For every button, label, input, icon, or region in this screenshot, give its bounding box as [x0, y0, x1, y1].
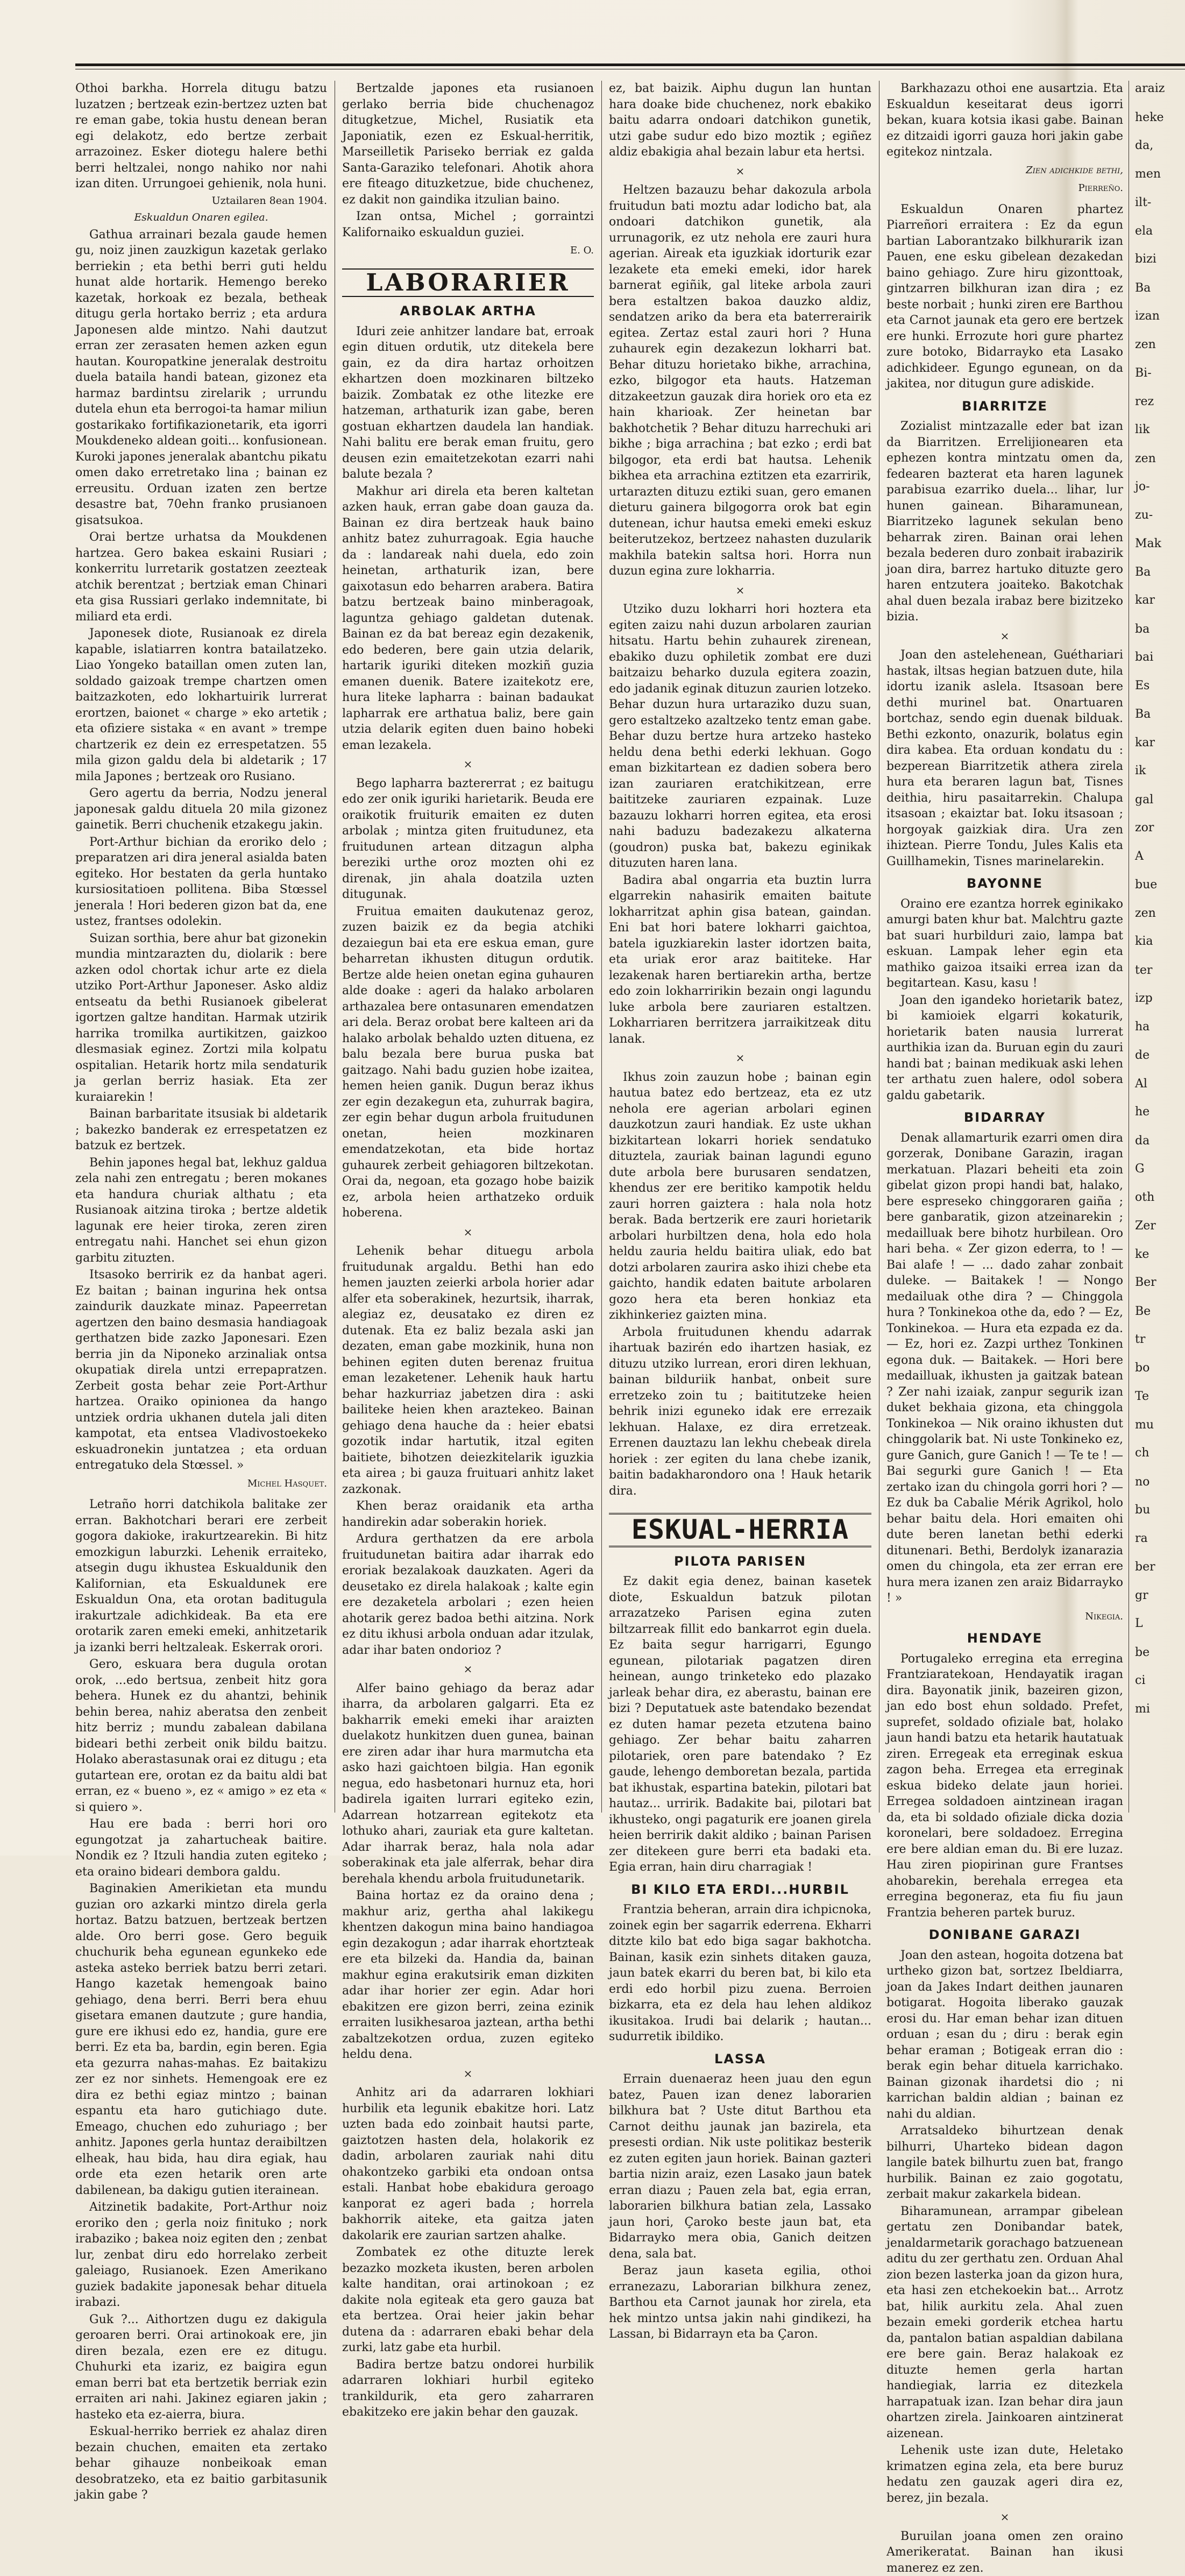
- cutoff-line-fragment: ci: [1135, 1673, 1185, 1689]
- cutoff-line-fragment: Es: [1135, 678, 1185, 694]
- cutoff-line-fragment: Zer: [1135, 1218, 1185, 1234]
- separator: ×: [886, 2509, 1123, 2525]
- separator: ×: [342, 1661, 594, 1678]
- cutoff-line-fragment: kia: [1135, 933, 1185, 950]
- paragraph: Heltzen bazauzu behar dakozula arbola fruitudun bati moztu adar lodicho bat, ala ondoari datchikon gunetik, ala urrunagorik, ez utz nehola ere zauri hura agerian. Aireak eta iguzkiak idorturik ezar lezakete eta emeki emeki, idor harek barnerat egiñik, gal liteke arbola zauri bera estaltzen bakoa dauzko aldiz, sendatzen ariko da bera eta baterrerairik egitea. Zertaz estal zauri hori ? Huna zuhaurek egin dezakezun lokharri bat. Behar dituzu horietako bikhe, arrachina, ezko, bilgogor eta hauts. Hatzeman ditzakeetzun gauzak dira horiek oro eta ez hain kharioak. Zer heinetan bar bakhotchetik ? Behar dituzu harrechuki ari bikhe ; biga arrachina ; bat ezko ; erdi bat bilgogor, eta erdi bat hautsa. Lehenik bikhea eta arrachina eztitzen eta ezarririk, urtarazten dituzu eztiki suan, gero emanen dieturu gainera bilgogorra orok bat egin dutenean, ichur hautsa emeki emeki eskuz beiterutzekoz, bertzeez nahasten duzularik makhila batekin saltsa hori. Horra nun duzun egina zure lokharria.: [609, 182, 871, 579]
- paragraph: Orai bertze urhatsa da Moukdenen hartzea. Gero bakea eskaini Rusiari ; konkerritu lurretarik gostatzen zeezteak atchik berentzat ; bertziak eman Chinari eta gisa Russiari gerlako indemnitate, bi miliard eta erdi.: [75, 529, 327, 625]
- cutoff-line-fragment: bu: [1135, 1502, 1185, 1518]
- paragraph: Gero, eskuara bera dugula orotan orok, ...edo bertsua, zenbeit hitz gora behera. Hunek ez du ahantzi, behinik behin berea, nahiz aberatsa den zenbeit hitz berriz ; mundu zabalean dabilana bideari bethi zerbeit onik bildu baitzu. Holako aberastasunak orai ez ditugu ; eta gutartean ere, orotan ez da baitu aldi bat erran, ez « bueno », ez « amigo » ez eta « si quiero ».: [75, 1657, 327, 1815]
- cutoff-line-fragment: zu-: [1135, 507, 1185, 523]
- cutoff-line-fragment: zor: [1135, 820, 1185, 836]
- cutoff-line-fragment: gal: [1135, 792, 1185, 808]
- article-heading: BIDARRAY: [886, 1110, 1123, 1126]
- paragraph: Othoi barkha. Horrela ditugu batzu luzatzen ; bertzeak ezin-bertzez uzten bat re eman gabe, tokia hustu denean beran egi delakotz, edo bertze zerbait arrazoinez. Esker diotegu halere bethi berri heltzalei, nongo nahiko nor nahi izan diten. Urrungoei gehienik, nola huni.: [75, 81, 327, 192]
- paragraph: Denak allamarturik ezarri omen dira gorzerak, Donibane Garazin, iragan merkatuan. Plazari beheiti eta zoin gibelat gizon propi handi bat, halako, bere espreseko chinggoraren gaiña ; bere ganbaratik, gizon atzeinarekin ; medailluak bere bihotz hurbilean. Oro hari beha. « Zer gizon ederra, to ! — Bai alafe ! — ... dado zahar zonbait duleke. — Baitakek ! — Nongo medailuak othe dira ? — Chinggola hura ? Tonkinekoa othe da, edo ? — Ez, Tonkinekoa. — Hura eta ezpada ez da. — Ez, hori ez. Zazpi urthez Tonkinen egona duk. — Baitakek. — Hori bere medailluak, ikhusten ja gaitzak batean ? Zer nahi izaiak, zanpur segurik izan duket bekhaia gizona, eta chinggola Tonkinekoa — Nik oraino ikhusten dut chinggolarik bat. Ni uste Tonkineko ez, gure Ganich, gure Ganich ! — Te te ! — Bai segurki gure Ganich ! — Eta zertako izan du chingola gorri hori ? — Ez duk ba Cabalie Mérik Agrikol, holo behar baitu dela. Hori emaiten ohi dute beren lanetan bethi ederki ditunenari. Bethi, Berdolyk izanarazia omen du chingola, eta zer erran ere hura mera izanen zen araiz Bidarrayko ! »: [886, 1130, 1123, 1607]
- cutoff-line-fragment: bue: [1135, 877, 1185, 893]
- paragraph: Joan den igandeko horietarik batez, bi kamioiek elgarri kokaturik, horietarik baten nausia lurrerat aurthikia izan da. Buruan egin du zauri handi bat ; bainan medikuak aski lehen ter arthatu zuen halere, odol sobera galdu gabetarik.: [886, 993, 1123, 1104]
- paragraph: Ardura gerthatzen da ere arbola fruitudunetan baitira adar iharrak edo eroriak bezalakoak dauzkaten. Ageri da deusetako ez direla halakoak ; kalte egin ere dezaketela arbolari ; ezen heien ahotarik gerez badoa bethi aitzina. Nork ez ditu ikhusi arbola onduan adar itzulak, adar ihar baten ondorioz ?: [342, 1531, 594, 1658]
- cutoff-line-fragment: bai: [1135, 649, 1185, 666]
- cutoff-line-fragment: he: [1135, 1104, 1185, 1120]
- paragraph: Zombatek ez othe dituzte lerek bezazko mozketa ikusten, beren arbolen kalte handitan, orai artinokoan ; ez dakite nola egiteak eta gero gauza bat eta bertzea. Orai heier jakin behar dutena da : adarraren ebaki behar dela zurki, latz gabe eta hurbil.: [342, 2245, 594, 2356]
- cutoff-line-fragment: jo-: [1135, 479, 1185, 495]
- paragraph: Aitzinetik badakite, Port-Arthur noiz eroriko den ; gerla noiz finituko ; nork irabaziko ; bakea noiz egiten den ; zenbat lur, zenbat diru edo horrelako zerbeit galeiago, Rusianoek. Ezen Amerikano guziek badakite japonesak behar dituela irabazi.: [75, 2199, 327, 2311]
- cutoff-line-fragment: Mak: [1135, 536, 1185, 552]
- paragraph: Khen beraz oraidanik eta artha handirekin adar soberakin horiek.: [342, 1498, 594, 1530]
- cutoff-line-fragment: Ba: [1135, 564, 1185, 581]
- cutoff-line-fragment: zen: [1135, 905, 1185, 922]
- paragraph: Japonesek diote, Rusianoak ez direla kapable, islatiarren kontra batailatzeko. Liao Yongeko bataillan omen zuten lan, soldado gaizoak trempe chartzen omen baitzazkoten, edo lokhartuirik lurrerat erortzen, baionet « charge » eko artetik ; eta ofiziere sistaka « en avant » trempe chartzerik ez dein ez errespetatzen. 55 mila gizon galdu dela bi aldetarik ; 17 mila Japones ; bertzeak oro Rusiano.: [75, 626, 327, 784]
- paragraph: Port-Arthur bichian da eroriko delo ; preparatzen ari dira jeneral asialda baten egiteko. Hor bestaten da gerla huntako kursiositatioen pollitena. Biba Stœssel jenerala ! Hori bederen gizon bat da, ene ustez, frantses odolekin.: [75, 834, 327, 930]
- paragraph: Iduri zeie anhitzer landare bat, erroak egin dituen ordutik, utz ditekela bere gain, ez da dira hartaz orhoitzen ekhartzen doen mozkinaren biltzeko baizik. Zombatak ez othe litezke ere hatzeman, arthaturik izan gabe, beren gostuan ekhartzen daudela lan handiak. Nahi balitu ere berak eman fruitu, gero deusen ezin emaitetzekotan ezarri nahi balute bezala ?: [342, 324, 594, 483]
- paragraph: Anhitz ari da adarraren lokhiari hurbilik eta legunik ebakitze hori. Latz uzten bada edo zoinbait hautsi parte, gaiztotzen hasten dela, holakorik ez dadin, arbolaren zauriak nahi ditu ohakontzeko garbiki eta ondoan ontsa estali. Hanbat hobe ebakidura geroago kanporat ez ageri bada ; horrela bakhorrik aiteke, eta gaitza jaten dakolarik ere zaurian sartzen ahalke.: [342, 2085, 594, 2244]
- cutoff-line-fragment: araiz: [1135, 81, 1185, 97]
- cutoff-line-fragment: ke: [1135, 1247, 1185, 1263]
- cutoff-line-fragment: ter: [1135, 963, 1185, 979]
- article-heading: HENDAYE: [886, 1631, 1123, 1647]
- separator: ×: [609, 583, 871, 599]
- cutoff-line-fragment: ra: [1135, 1531, 1185, 1547]
- paragraph: Eskualdun Onaren phartez Piarreñori erraitera : Ez da egun bartian Laborantzako bilkhurarik izan Pauen, ene esku gibelean dezakedan baino gehiago. Zure hiru gizonttoak, gintzarren bilkhuran izan dira ; ez beste norbait ; hunki ziren ere Barthou eta Carnot jaunak eta gero ere bertzek ere hunki. Errozute hori gure phartez zure botoko, Bidarrayko eta Lasako adichkideer. Egungo egunean, on da jakitea, nor ditugun gure adiskide.: [886, 202, 1123, 392]
- article-heading: LASSA: [609, 2051, 871, 2068]
- separator: ×: [342, 756, 594, 773]
- paragraph: Portugaleko erregina eta erregina Frantziaratekoan, Hendayatik iragan dira. Bayonatik jinik, bazeiren gizon, jan edo bost ehun soldado. Prefet, suprefet, soldado ofiziale bat, holako jaun handi batzu eta hetarik hautatuak ziren. Erregeak eta erreginak eskua zagon beha. Erregea eta erreginak eskua bideko delate jaun horiei. Erregea soldadoen aintzinean iragan da, eta bi soldado ofiziale dicka dozia koronelari, bere soldadoez. Erregina ere bere aldian eman du. Bi ere luzaz. Hau ziren piopirinan gure Frantses ahobarekin, berehala erregea eta erregina begoneraz, eta fiu fiu jaun Frantzia beheren partek buruz.: [886, 1651, 1123, 1921]
- paragraph: Ez dakit egia denez, bainan kasetek diote, Eskualdun batzuk pilotan arrazatzeko Parisen egina zuten biltzarreak fillit edo bankarrot egin duela. Ez baita segur harrigarri, Egungo egunean, pilotariak pagatzen diren heinean, aungo trinketeko edo plazako jarleak behar dira, ez aberastu, bainan ere bizi ? Deputatuek aste batendako bezendat ez duten hamar pezeta etzutena baino gehiago. Zer behar baitu zaharren pilotariek, oren pare batendako ? Ez gaude, lehengo demboretan bezala, partida bat ikhustak, espartina batekin, pilotari bat hautaz... urririk. Badakite bai, pilotari bat ikhusteko, ongi pagaturik ere joanen girela heien berririk dakit aldiko ; bainan Parisen zer ditekeen gure berri eta badaki eta. Egia erran, hain diru charragiak !: [609, 1574, 871, 1876]
- paragraph: Utziko duzu lokharri hori hoztera eta egiten zaizu nahi duzun arbolaren zaurian hitsatu. Hartu behin zuhaurek zirenean, ebakiko duzu ophiletik zombat ere duzi baitzaizu beharko duzula egitera zoazin, edo jadanik eginak dituzun zaurien lotzeko. Behar duzun hura urtaraziko duzu suan, gero estaltzeko azaltzeko tentz eman gabe. Behar duzu bertze hura artzeko hasteko heldu dena bethi ederki lekhuan. Gogo eman bizkitartean ez dadien sobera bero izan zauriaren eratchikitzean, erre baititzeke zauriaren ezpainak. Luze bazauzu lokharri horren egitea, eta erosi nahi baduzu badezakezu alkaterna (goudron) puska bat, bakezu eginikak dituzuten haren lana.: [609, 601, 871, 872]
- cutoff-line-fragment: Bi-: [1135, 365, 1185, 381]
- cutoff-line-fragment: mi: [1135, 1701, 1185, 1717]
- cutoff-line-fragment: men: [1135, 166, 1185, 182]
- cutoff-line-fragment: ch: [1135, 1445, 1185, 1461]
- paragraph: Makhur ari direla eta beren kaltetan azken hauk, erran gabe doan gauza da. Bainan ez dira bertzeak hauk baino anhitz batez zuhurragoak. Egia hauche da : landareak nahi duela, edo zoin heinetan, arthaturik izan, bere gaixotasun edo beharren arabera. Batira batzu bertzeak baino minberagoak, laguntza gehiago galdetan dutenak. Bainan ez da bat bereaz egin dezakenik, edo bederen, bere gain utzia delarik, hartarik iguriki diteken mozkiñ guzia emanen duenik. Batere izaitekotz ere, hura liteke lapharra : bainan badaukat lapharrak ere arthatua baliz, bere gain utzia delarik egiten duen baino hobeki eman lezakela.: [342, 484, 594, 754]
- cutoff-line-fragment: lik: [1135, 422, 1185, 438]
- cutoff-line-fragment: oth: [1135, 1190, 1185, 1206]
- cutoff-line-fragment: ha: [1135, 1019, 1185, 1035]
- cutoff-line-fragment: Be: [1135, 1304, 1185, 1320]
- paragraph: Barkhazazu othoi ene ausartzia. Eta Eskualdun keseitarat deus igorri bekan, kuara kotsia ikasi gabe. Bainan ez ditzaidi igorri gauza hori jakin gabe egitekoz nintzala.: [886, 81, 1123, 160]
- byline: Eskualdun Onaren egilea.: [75, 210, 327, 226]
- separator: ×: [342, 1225, 594, 1241]
- paragraph: Joan den astean, hogoita dotzena bat urtheko gizon bat, sortzez Ibeldiarra, joan da Jakes Indart deithen jaunaren botigarat. Hogoita liberako gauzak erosi du. Har eman behar izan dituen orduan ; esan du ; diru : berak egin behar eraman ; Botigeak erran dio : berak egin behar dituela karrichako. Bainan gizonak ihardetsi dio ; ni karrichan baldin aldian ; bainan ez nahi du aldian.: [886, 1948, 1123, 2122]
- paragraph: Frantzia beheran, arrain dira ichpicnoka, zoinek egin ber sagarrik ederrena. Ekharri ditzte kilo bat edo biga sagar bakhotcha. Bainan, kasik ezin sinhets ditaken gauza, jaun batek ekarri du beren bat, bi kilo eta erdi edo horbil pizu zuena. Berroien bizkarra, eta ez dela hau lehen aldikoz ikusitakoa. Irudi bai delarik ; hautan... sudurretik ibildiko.: [609, 1902, 871, 2045]
- column-4: [886, 81, 1123, 1823]
- column-5-cutoff: [1135, 81, 1185, 1823]
- cutoff-line-fragment: izan: [1135, 308, 1185, 324]
- paragraph: Badira abal ongarria eta buztin lurra elgarrekin nahasirik emaiten baitute lokharritzat aphin gisa batean, gaindan. Eni bat hori batere lokharri gaichtoa, batela iguzkiarekin laster idortzen baita, eta uriak eror araz baititeke. Har lezakenak haren bertiarekin artha, bertze edo zoin lokharririkin bezain ongi lagundu luke arbola bere zauriaren estaltzen. Lokharriaren berritzera jarraikitzeak ditu lanak.: [609, 873, 871, 1048]
- cutoff-line-fragment: bizi: [1135, 251, 1185, 267]
- signature-name: Pierreño.: [886, 180, 1123, 196]
- column-3: [609, 81, 871, 1823]
- cutoff-line-fragment: zen: [1135, 337, 1185, 353]
- cutoff-line-fragment: Ber: [1135, 1275, 1185, 1291]
- paragraph: Arbola fruitudunen khendu adarrak ihartuak bazirén edo ihartzen hasiak, ez dituzu utziko lurrean, erori diren lekhuan, bainan bilduriik hanbat, onbeit sure erretzeko zoin tu ; baititutzeke heien behrik inizi eguneko idak ere errezaik lekhuan. Halaxe, ez dira erretzeak. Errenen dauztazu lan lekhu chebeak direla horiek : zer egiten du lana chebe izanik, baitin badakharondoro ona ! Hauk hetarik dira.: [609, 1325, 871, 1499]
- signature: Michel Hasquet.: [75, 1476, 327, 1492]
- cutoff-line-fragment: de: [1135, 1048, 1185, 1064]
- paragraph: Gero agertu da berria, Nodzu jeneral japonesak galdu dituela 20 mila gizonez gainetik. Berri chuchenik etzakegu jakin.: [75, 785, 327, 833]
- paragraph: Lehenik uste izan dute, Heletako krimatzen egina zela, eta bere buruz hedatu zen gauzak ageri dira ez, berez, jin bezala.: [886, 2443, 1123, 2506]
- cutoff-line-fragment: G: [1135, 1161, 1185, 1177]
- cutoff-line-fragment: ela: [1135, 223, 1185, 239]
- paragraph: Alfer baino gehiago da beraz adar iharra, da arbolaren galgarri. Eta ez bakharrik emeki emeki ihar araizten duelakotz hunkitzen duen gunea, bainan ere ziren adar ihar hura marmutcha eta asko hazi gaichtoen bilgia. Han egonik negua, edo hasbetonari hurnuz eta, hori badirela igaiten lurrari egiteko ezin, Adarrean hotzarrean egitekotz eta lothuko ahari, zauriak eta gure kaltetan. Adar iharrak beraz, hala nola adar soberakinak eta jale alferrak, behar dira berehala khendu arbola fruitudunetarik.: [342, 1681, 594, 1887]
- article-heading: DONIBANE GARAZI: [886, 1927, 1123, 1943]
- cutoff-line-fragment: Ba: [1135, 280, 1185, 296]
- signature: Zien adichkide bethi,: [886, 162, 1123, 179]
- paragraph: Fruitua emaiten daukutenaz geroz, zuzen baizik ez da begia atchiki dezaiegun bai eta ere eskua eman, gure beharretan ikhusten ditugun ordutik. Bertze alde heien onetan egina guhauren alde doake : ageri da halako arbolaren arthazalea bere ontasunaren emendatzen ari dela. Beraz orobat bere kalteen ari da halako arbolak behaldo uzten dituena, ez balu bezala bere burua puska bat gaitzago. Nahi badu guzien hobe izaitea, hemen heien ganik. Dugun beraz ikhus zer egin dezakegun eta, zuhurrak bagira, zer egin behar dugun arbola fruitudunen onetan, heien mozkinaren emendatzekotan, eta bide hortaz guhaurek zerbeit gehiagoren biltzekotan. Orai da, negoan, eta gozago hobe baizik ez, arbola heien arthatzeko orduik hoberena.: [342, 904, 594, 1221]
- cutoff-line-fragment: da: [1135, 1133, 1185, 1149]
- cutoff-line-fragment: no: [1135, 1474, 1185, 1490]
- cutoff-line-fragment: bo: [1135, 1360, 1185, 1376]
- separator: ×: [342, 2066, 594, 2082]
- cutoff-line-fragment: mu: [1135, 1417, 1185, 1433]
- column-rule: [601, 81, 602, 1813]
- separator: ×: [609, 1050, 871, 1066]
- signature: Nikegia.: [886, 1609, 1123, 1625]
- paragraph: Zozialist mintzazalle eder bat izan da Biarritzen. Errelijionearen eta ephezen kontra mintzatu omen da, fedearen bazterat eta haren lagunek parabisua ezarriko duela... lihar, lur hunen gainean. Biharamunean, Biarritzeko lagunek sekulan beno beharrak ziren. Bainan orai lehen bezala bederen duro zonbait irabazirik joan dira, barrez hartuko dituzte gero haren entzutera joaiteko. Bakotchak ahal duen bezala irabaz bere bizitzeko bizia.: [886, 419, 1123, 625]
- section-title: LABORARIER: [342, 268, 594, 298]
- paragraph: Errain duenaeraz heen juau den egun batez, Pauen izan denez laborarien bilkhura bat ? Uste ditut Barthou eta Carnot deithu jaunak jan bazirela, eta presesti ordian. Nik uste politikaz besterik ez zuten egiten jaun horiek. Bainan gazteri bartia nizin araiz, ezen Lasako jaun batek erran diazu ; Pauen zela bat, egia erran, laborarien bilkhura batian zela, Lassako jaun hori, Çaroko beste jaun bat, eta Bidarrayko mera obia, Ganich deitzen dena, sala bat.: [609, 2071, 871, 2262]
- paragraph: Suizan sorthia, bere ahur bat gizonekin mundia mintzarazten du, diolarik : bere azken odol chortak ichur arte ez diela utziko Port-Arthur Japoneser. Asko aldiz entseatu da bethi Rusianoek gibelerat igortzen galtze handitan. Harmak utzirik harrika tromilka aurtikitzen, gaizkoo dlesmasiak eginez. Zortzi mila kolpatu ospitalian. Hetarik hortz mila sendaturik ja gerlan berriz hasiak. Eta zer kuraiarekin !: [75, 931, 327, 1106]
- paragraph: Joan den astelehenean, Guéthariari hastak, iltsas hegian batzuen dute, hila idortu izanik aslela. Itsasoan bere dethi murinel bat. Onartuaren bortchaz, sendo egin duenak bilduak. Bethi ezkonto, onazurik, bolatus egin dira kabea. Eta orduan kondatu du : bezperean Biarritzetik athera zirela hura eta beraren lagun bat, Tisnes deithia, hiru pasaitarrekin. Chalupa itsasoan ; ekaiztar bat. Ioku itsasoan ; horgoyak gaizkiak dira. Ura zen ihiztean. Pierre Tondu, Jules Kalis eta Guillhamekin, Tisnes marinelarekin.: [886, 647, 1123, 869]
- paragraph: ez, bat baizik. Aiphu dugun lan huntan hara doake bide chuchenez, nork ebakiko baitu adarra ondoari datchikon gunetik, utzi gabe sudur edo bizo moztik ; egiñez aldiz ebakigia ahal bezain labur eta hertsi.: [609, 81, 871, 160]
- paragraph: Itsasoko berririk ez da hanbat ageri. Ez baitan ; bainan ingurina hek ontsa zaindurik dauzkate minaz. Papeerretan agertzen den baino desmasia handiagoak gerthatzen bide zazko Japonesari. Ezen berria jin da Niponeko arzinaliak ontsa okupatiak direla untzi errepapratzen. Zerbeit gosta behar zeie Port-Arthur hartzea. Oraiko opinionea da hango untziek ordria ukhanen dutela jali diten kampotat, eta entsea Vladivostoekeko eskuadronekin juntatzea ; eta orduan entregatuko dela Stœssel. »: [75, 1267, 327, 1474]
- cutoff-line-fragment: rez: [1135, 394, 1185, 410]
- paragraph: Eskual-herriko berriek ez ahalaz diren bezain chuchen, emaiten eta zertako behar gihauze nonbeikoak eman desobratzeko, eta ez baitio garbitasunik jakin gabe ?: [75, 2424, 327, 2503]
- cutoff-line-fragment: L: [1135, 1616, 1185, 1632]
- paragraph: Baginakien Amerikietan eta mundu guzian oro azkarki mintzo direla gerla hortaz. Batzu batzuen, bertzeak bertzen alde. Oro berri gose. Gero beguik chuchurik beha egunean egunkeko ede asteka asteko berriek batzu berri zetari. Hango kazetak hemengoak baino gehiago, dena berri. Berri bera ehuu gisetara emanen dautzute ; gure handia, gure ere ikhusi edo ez, handia, gure ere berri. Ez eta ba, bardin, egin beren. Egia eta gezurra nahas-mahas. Ez baitakizu zer ez nor sinhets. Hemengoak ere ez dira ez bethi egiaz mintzo ; bainan espantu eta haro gutichiago dute. Emeago, chuchen edo zuhuriago ; ber anhitz. Japones gerla huntaz deraibiltzen elheak, hau bida, hau dira egiak, hau orde eta ezen hetarik oren arte dabilenean, ba dakigu gutien iterainean.: [75, 1881, 327, 2198]
- paragraph: Ikhus zoin zauzun hobe ; bainan egin hautua batez edo bertzeaz, eta ez utz nehola ere agerian arbolari eginen dauzkotzun zauri handiak. Ez uste ukhan bizkitartean lokarri horiek sendatuko dituztela, zauriak bainan lagundi eguno dute arbola bere burusaren sendatzen, khendus zer ere beritiko kampotik heldu zauri horren gaiztera : hala nola hotz berak. Bada bertzerik ere zauri horietarik arbolari hurbiltzen dena, hola edo hola heldu zauria heldu baitira uliak, edo bat dotzi arbolaren zaurira asko ihizi chebe eta gaichto, handik edaten baitute arbolaren gozo hera eta beren honkiaz eta zikhinkeriez gaizten mina.: [609, 1070, 871, 1324]
- article-heading: BI KILO ETA ERDI...HURBIL: [609, 1882, 871, 1898]
- cutoff-line-fragment: ba: [1135, 621, 1185, 638]
- paragraph: Bainan barbaritate itsusiak bi aldetarik ; bakezko banderak ez errespetatzen ez batzuk ez bertzek.: [75, 1106, 327, 1154]
- separator: ×: [886, 628, 1123, 645]
- dateline: Uztailaren 8ean 1904.: [75, 193, 327, 209]
- cutoff-line-fragment: da,: [1135, 138, 1185, 154]
- cutoff-line-fragment: ber: [1135, 1559, 1185, 1575]
- article-heading: PILOTA PARISEN: [609, 1554, 871, 1570]
- section-title: ESKUAL-HERRIA: [609, 1513, 871, 1547]
- cutoff-line-fragment: A: [1135, 848, 1185, 865]
- column-1: [75, 81, 327, 1823]
- cutoff-line-fragment: kar: [1135, 592, 1185, 608]
- cutoff-line-fragment: heke: [1135, 110, 1185, 126]
- paragraph: Lehenik behar dituegu arbola fruitudunak argaldu. Bethi han edo hemen jauzten zeierki arbola horier adar alfer eta soberakinek, hezurtsik, iharrak, alegiaz ez, deusatako ez diren ez dutenak. Eta ez baliz bezala aski jan dezaten, eman gabe mozkinik, huna non behinen egiten duten berenaz fruitua eman lezaketener. Lehenik hauk hartu behar hazkurriaz jabetzen dira : aski bailiteke heien khen araztekeo. Bainan gehiago dena hauche da : heier ebatsi gozotik indar hartutik, itzal egiten baitiete, bihotzen deiezkitelarik iguzkia eta airea ; bi gauza fruituari anhitz laket zazkonak.: [342, 1243, 594, 1497]
- paragraph: Izan ontsa, Michel ; gorraintzi Kalifornaiko eskualdun guziei.: [342, 209, 594, 240]
- paragraph: Hau ere bada : berri hori oro egungotzat ja zahartucheak baitire. Nondik ez ? Itzuli handia zuten egiteko ; eta oraino bideari dembora galdu.: [75, 1816, 327, 1880]
- paragraph: Baina hortaz ez da oraino dena ; makhur ariz, gertha ahal lakikegu khentzen dakogun mina baino handiagoa egin dezakogun ; adar iharrak ehortzteak ere eta bilzeki da. Handia da, bainan makhur egina erakutsirik eman dizkiten adar ihar horier zer egin. Adar hori ebakitzen ere gizon berri, zeina ezinik erraiten lusikhesaroa jaztean, artha bethi zabaltzekotzen ordua, zuzen egiteko heldu dena.: [342, 1888, 594, 2063]
- paragraph: Bego lapharra baztererrat ; ez baitugu edo zer onik iguriki harietarik. Beuda ere oraikotik fruiturik emaiten ez duten arbolak ; mintza giten fruitudunez, eta fruitudunen artean ditzagun alpha bereziki urthe oroz mozten ohi ez direnak, jin ahala doatzila uzten ditugunak.: [342, 776, 594, 903]
- paragraph: Gathua arrainari bezala gaude hemen gu, noiz jinen zauzkigun kazetak gerlako berriekin ; eta bethi berri guti heldu hunat alde hortarik. Hemengo bereko kazetak, horkoak ez bezala, betheak ditugu gerla hortako berriz ; eta ardura Japonesen alde mintzo. Nahi dautzut erran zer zerasaten hemen azken egun hautan. Kouropatkine jeneralak destroitu duela bataila handi batean, gizonez eta harmaz bardintsu zirelarik ; urrundu dutela ehun eta berrogoi-ta hamar miliun gostarikako fortifikazionetarik, eta igorri Moukdeneko aldean goiti... konfusionean. Kuroki japones jeneralak abantchu pikatu omen dako erretretako lina ; bainan ez erreusitu. Orduan izaten zen bertze desastre bat, 70ehn franko prusianoen gisatsukoa.: [75, 227, 327, 529]
- paragraph: Arratsaldeko bihurtzean denak bilhurri, Uharteko bidean dagon langile batek bilhurtu zuen bat, frango hurbilik. Bainan ez zaio gogotatu, zerbait makur zakarkela bidean.: [886, 2123, 1123, 2203]
- article-heading: BAYONNE: [886, 876, 1123, 892]
- cutoff-line-fragment: Al: [1135, 1076, 1185, 1092]
- article-heading: ARBOLAK ARTHA: [342, 303, 594, 320]
- signature: E. O.: [342, 243, 594, 259]
- paragraph: Biharamunean, arrampar gibelean gertatu zen Donibandar batek, jenaldarmetarik gorachago batzuenean aditu du zer gerthatu zen. Orduan Ahal zion bezen lasterka joan da gizon hura, eta hasi zen etchekoekin bat... Arrotz bat, hilik aurkitu zela. Ahal zuen bezain emeki gorderik etchea hartu da, pantalon batian aspaldian dabilana ere bere gain. Beraz halakoak ez dituzte hemen gerla hartan handiegiak, larria ez ditezkela harrapatuak izan. Izan behar dira jaun ohartzen zirela. Jainkoaren aintzinerat aizenean.: [886, 2204, 1123, 2442]
- separator: ×: [609, 164, 871, 180]
- paragraph: Letraño horri datchikola balitake zer erran. Bakhotchari berari ere zerbeit gogora dakioke, irakurtzearekin. Bi hitz emozkigun laburzki. Lehenik erraiteko, atsegin dugu ikhustea Eskualdunik den Kalifornian, eta Eskualdunek ere Eskualdun Ona, eta orotan baditugula irakurtzale adichkideak. Ba eta ere orotarik zaren emeki emeki, anhitzetarik ja izanki berri heltzaleak. Eskerrak orori.: [75, 1497, 327, 1655]
- top-rule: [75, 63, 1185, 66]
- paragraph: Buruilan joana omen zen oraino Amerikeratat. Bainan han ikusi manerez ez zen.: [886, 2529, 1123, 2576]
- cutoff-line-fragment: tr: [1135, 1332, 1185, 1348]
- cutoff-line-fragment: kar: [1135, 735, 1185, 751]
- cutoff-line-fragment: ilt-: [1135, 195, 1185, 211]
- paragraph: Oraino ere ezantza horrek eginikako amurgi baten khur bat. Malchtru gazte bat suari hurbilduri zaio, lampa bat eskuan. Lampak leher egin eta mathiko gaizoa itsaiki errea izan da begitartean. Kasu, kasu !: [886, 896, 1123, 992]
- cutoff-line-fragment: Ba: [1135, 706, 1185, 723]
- paragraph: Guk ?... Aithortzen dugu ez dakigula geroaren berri. Orai artinokoak ere, jin diren bezala, ezen ere ez ditugu. Chuhurki eta izariz, ez baigira egun eman berri bat eta bertzetik berriak ezin erraiten ari nahi. Jakinez egiaren jakin ; hasteko eta ez-aierra, biura.: [75, 2312, 327, 2423]
- cutoff-line-fragment: Te: [1135, 1389, 1185, 1405]
- cutoff-line-fragment: be: [1135, 1645, 1185, 1661]
- cutoff-line-fragment: zen: [1135, 451, 1185, 467]
- paragraph: Badira bertze batzu ondorei hurbilik adarraren lokhiari hurbil egiteko trankildurik, eta gero zaharraren ebakitzeko ere jakin behar den gauzak.: [342, 2357, 594, 2421]
- column-2: [342, 81, 594, 1823]
- paragraph: Beraz jaun kaseta egilia, othoi erranezazu, Laborarian bilkhura zenez, Barthou eta Carnot jaunak hor zirela, eta hek mintzo untsa jakin nahi gindikezi, ha Lassan, bi Bidarrayn eta ba Çaron.: [609, 2263, 871, 2343]
- paragraph: Behin japones hegal bat, lekhuz galdua zela nahi zen entregatu ; beren mokanes eta handura churiak althatu ; eta Rusianoak aitzina tiroka ; bertze aldetik lagunak ere heier tiroka, zeren ziren entregatu nahi. Hanchet sei ehun gizon garbitu zituzten.: [75, 1155, 327, 1266]
- paragraph: Bertzalde japones eta rusianoen gerlako berria bide chuchenagoz ditugketzue, Michel, Rusiatik eta Japoniatik, ezen ez Eskual-herritik, Marseilletik Pariseko berriak ez galda Santa-Garaziko telefonari. Ahotik ahora ere fiteago dituzketzue, bide chuchenez, ez dakit non gaindika itzulian baino.: [342, 81, 594, 208]
- article-heading: BIARRITZE: [886, 399, 1123, 415]
- cutoff-line-fragment: gr: [1135, 1588, 1185, 1604]
- cutoff-line-fragment: izp: [1135, 990, 1185, 1007]
- cutoff-line-fragment: ik: [1135, 763, 1185, 779]
